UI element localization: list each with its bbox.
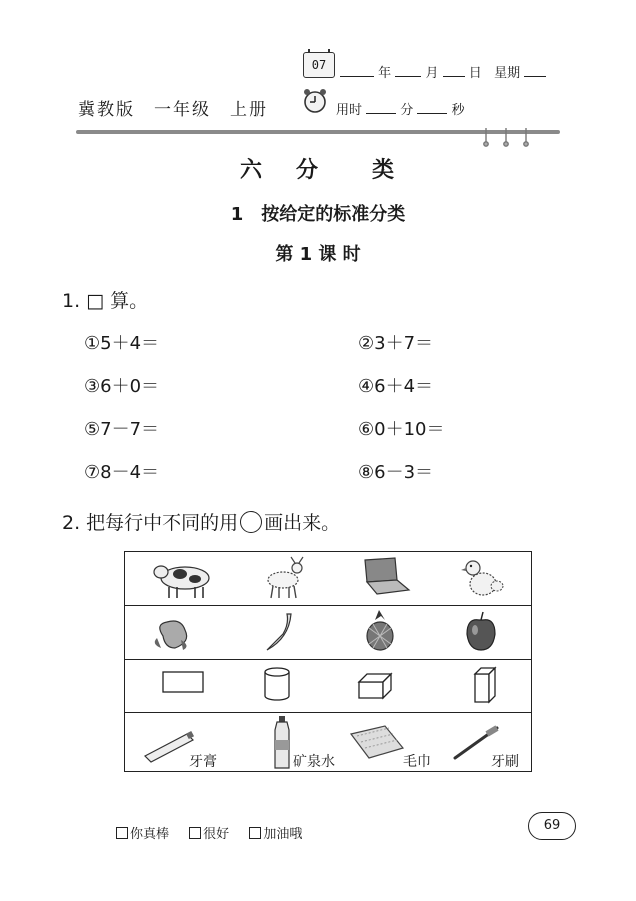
checkbox-icon[interactable] [249, 827, 261, 839]
calc-item[interactable]: ⑧6－3＝ [358, 462, 434, 483]
laptop-icon[interactable] [329, 552, 431, 606]
page-number: 69 [528, 812, 576, 840]
self-evaluation [116, 823, 318, 842]
pineapple-icon[interactable] [329, 606, 431, 660]
question-2-prompt [62, 508, 340, 535]
banana-icon[interactable] [227, 606, 329, 660]
classification-table [124, 551, 532, 772]
rectangle-icon[interactable] [125, 660, 227, 714]
checkbox-icon[interactable] [189, 827, 201, 839]
weekday-label: 星期 [494, 66, 521, 81]
tall-box-icon[interactable] [431, 660, 533, 714]
chicken-icon[interactable] [431, 552, 533, 606]
date-fill-row [340, 62, 546, 81]
calc-item[interactable]: ①5＋4＝ [84, 333, 160, 354]
edition-label: 冀教版 一年级 上册 [78, 100, 268, 120]
item-label: 毛巾 [403, 754, 431, 770]
item-label: 矿泉水 [293, 754, 335, 770]
unit-title [0, 153, 636, 184]
time-prefix: 用时 [336, 103, 363, 118]
toothbrush-icon[interactable] [431, 714, 533, 772]
weekday-blank[interactable] [524, 64, 546, 77]
feedback-label: 很好 [203, 827, 230, 842]
year-label: 年 [378, 66, 392, 81]
month-label: 月 [425, 66, 439, 81]
calc-item[interactable]: ⑥0＋10＝ [358, 419, 445, 440]
circle-symbol-icon [240, 511, 262, 533]
calc-item[interactable]: ③6＋0＝ [84, 376, 160, 397]
question-2-prompt-end: 画出来。 [264, 512, 341, 534]
pins-decoration-icon [480, 126, 540, 148]
toothpaste-icon[interactable] [125, 714, 227, 772]
seconds-blank[interactable] [417, 101, 447, 114]
item-label: 牙膏 [189, 754, 217, 770]
checkbox-icon[interactable] [116, 827, 128, 839]
item-label: 牙刷 [491, 754, 519, 770]
day-blank[interactable] [443, 64, 465, 77]
unit-title-char: 六 [239, 158, 264, 183]
water-bottle-icon[interactable] [227, 714, 335, 772]
feedback-label: 你真棒 [130, 827, 170, 842]
feedback-label: 加油哦 [263, 827, 303, 842]
question-1-prompt: 1. □ 算。 [62, 290, 149, 312]
cylinder-icon[interactable] [227, 660, 329, 714]
calc-item[interactable]: ②3＋7＝ [358, 333, 434, 354]
day-label: 日 [468, 66, 482, 81]
unit-title-char: 分 [295, 158, 320, 183]
cow-icon[interactable] [125, 552, 227, 606]
minutes-blank[interactable] [366, 101, 396, 114]
feedback-option-keep-going[interactable] [249, 827, 302, 842]
unit-title-char: 类 [372, 158, 397, 183]
calendar-day: 07 [311, 58, 327, 72]
goat-icon[interactable] [227, 552, 329, 606]
calendar-icon [303, 52, 335, 78]
calc-item[interactable]: ⑦8－4＝ [84, 462, 160, 483]
apple-icon[interactable] [431, 606, 533, 660]
cuboid-icon[interactable] [329, 660, 431, 714]
alarm-clock-icon [302, 88, 328, 114]
month-blank[interactable] [395, 64, 421, 77]
feedback-option-great[interactable] [116, 827, 169, 842]
calc-item[interactable]: ④6＋4＝ [358, 376, 434, 397]
feedback-option-good[interactable] [189, 827, 229, 842]
seconds-label: 秒 [451, 103, 465, 118]
calc-item[interactable]: ⑤7－7＝ [84, 419, 160, 440]
minutes-label: 分 [400, 103, 414, 118]
question-2-prompt-start: 2. 把每行中不同的用 [62, 512, 239, 534]
lesson-title: 第 1 课 时 [275, 244, 361, 265]
towel-icon[interactable] [329, 714, 431, 772]
year-blank[interactable] [340, 64, 374, 77]
section-title: 1 按给定的标准分类 [230, 204, 406, 225]
peach-icon[interactable] [125, 606, 227, 660]
time-fill-row [336, 99, 465, 118]
